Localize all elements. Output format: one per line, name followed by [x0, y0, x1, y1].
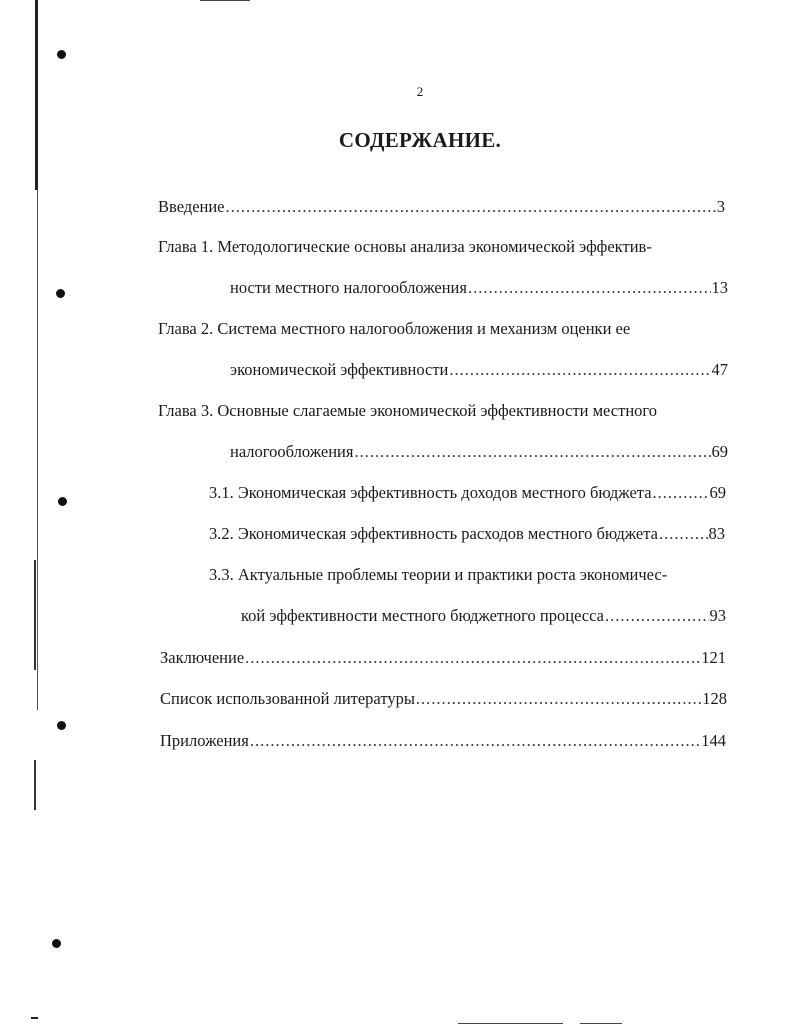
toc-page: 13 — [711, 278, 728, 297]
toc-label: Глава 1. Методологические основы анализа экономической эффектив- — [158, 237, 652, 256]
toc-page: 47 — [711, 360, 728, 379]
toc-entry-section-3-1 — [209, 483, 726, 503]
toc-entry-section-3-3-line1 — [209, 565, 729, 585]
toc-page: 3 — [716, 197, 725, 216]
toc-label: 3.3. Актуальные проблемы теории и практики роста экономичес- — [209, 565, 668, 584]
toc-label: кой эффективности местного бюджетного процесса — [241, 606, 604, 625]
toc-label: Введение — [158, 197, 225, 216]
toc-label: Приложения — [160, 731, 249, 750]
toc-page: 93 — [709, 606, 726, 625]
toc-entry-ch3-line1 — [158, 401, 748, 421]
toc-leader — [468, 278, 711, 298]
binding-edge-segment-lower — [34, 760, 36, 810]
toc-leader — [226, 197, 716, 217]
toc-label: налогообложения — [230, 442, 354, 461]
scan-rule-bottom-2 — [580, 1023, 622, 1024]
toc-page: 128 — [702, 689, 727, 708]
toc-entry-section-3-3-line2 — [241, 606, 726, 626]
toc-page: 144 — [701, 731, 726, 750]
punch-hole-5 — [52, 939, 61, 948]
toc-leader — [605, 606, 709, 626]
toc-leader — [449, 360, 710, 380]
binding-edge-segment — [34, 560, 36, 670]
toc-label: 3.1. Экономическая эффективность доходов местного бюджета — [209, 483, 652, 502]
punch-hole-2 — [56, 289, 65, 298]
toc-leader — [245, 648, 700, 668]
toc-leader — [354, 442, 710, 462]
toc-leader — [659, 524, 708, 544]
toc-label: Глава 3. Основные слагаемые экономической эффективности местного — [158, 401, 658, 420]
scan-corner-mark — [31, 1017, 38, 1019]
toc-entry-ch2-line1 — [158, 319, 738, 339]
toc-page: 69 — [711, 442, 728, 461]
toc-label: Глава 2. Система местного налогообложения и механизм оценки ее — [158, 319, 631, 338]
toc-page: 83 — [708, 524, 725, 543]
page-number: 2 — [416, 84, 424, 99]
toc-entry-ch1-line2 — [230, 278, 728, 298]
toc-entry-ch3-line2 — [230, 442, 728, 462]
toc-leader — [416, 689, 701, 709]
toc-entry-conclusion — [160, 648, 726, 668]
toc-entry-references — [160, 689, 727, 709]
toc-entry-ch1-line1 — [158, 237, 738, 257]
punch-hole-4 — [57, 721, 66, 730]
binding-edge-thin — [37, 190, 38, 710]
toc-page: 121 — [701, 648, 726, 667]
toc-label: экономической эффективности — [230, 360, 449, 379]
toc-entry-section-3-2 — [209, 524, 725, 544]
toc-entry-appendices — [160, 731, 726, 751]
page-title: СОДЕРЖАНИЕ. — [338, 128, 502, 152]
toc-leader — [250, 731, 700, 751]
toc-page: 69 — [709, 483, 726, 502]
scan-rule-bottom-1 — [458, 1023, 563, 1024]
toc-leader — [653, 483, 709, 503]
toc-label: Заключение — [160, 648, 245, 667]
toc-entry-intro — [158, 197, 725, 217]
toc-label: Список использованной литературы — [160, 689, 415, 708]
punch-hole-1 — [57, 50, 66, 59]
scan-rule-top — [200, 0, 250, 1]
toc-entry-ch2-line2 — [230, 360, 728, 380]
toc-label: ности местного налогообложения — [230, 278, 467, 297]
toc-label: 3.2. Экономическая эффективность расходов местного бюджета — [209, 524, 658, 543]
punch-hole-3 — [58, 497, 67, 506]
